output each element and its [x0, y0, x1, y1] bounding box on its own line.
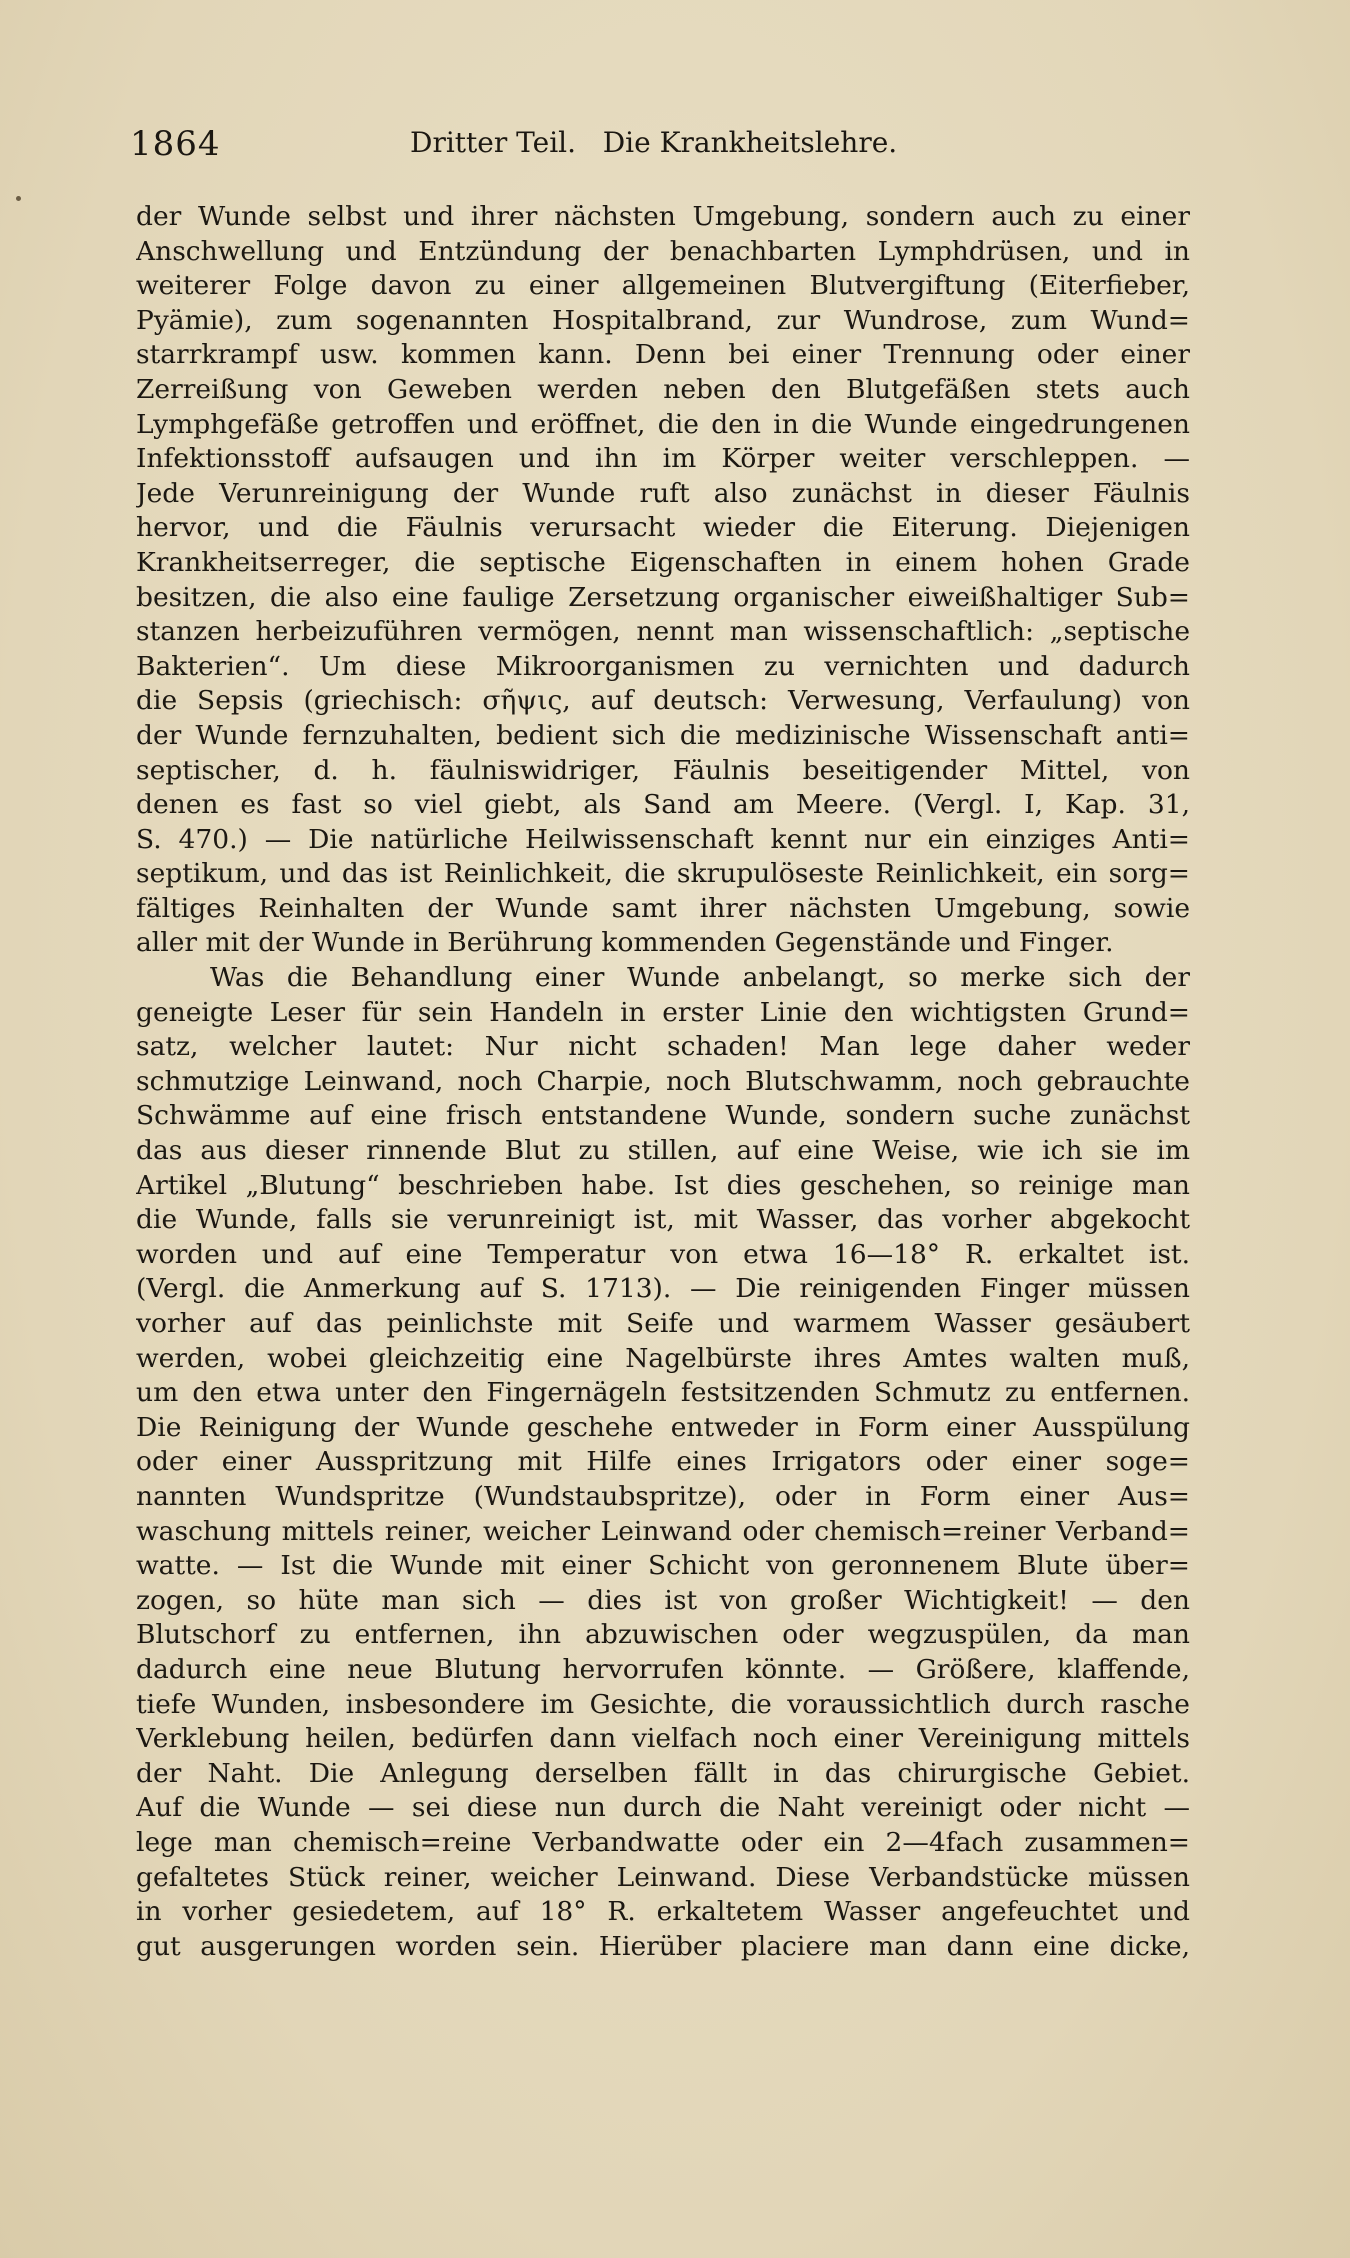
text-line: (Vergl. die Anmerkung auf S. 1713). — Die reinigenden Finger müssen — [136, 1273, 1190, 1305]
text-line: Lymphgefäße getroffen und eröffnet, die den in die Wunde eingedrungenen — [136, 408, 1190, 440]
text-line: hervor, und die Fäulnis verursacht wieder die Eiterung. Diejenigen — [136, 512, 1190, 544]
text-line: septikum, und das ist Reinlichkeit, die skrupulöseste Reinlichkeit, ein sorg= — [136, 858, 1190, 890]
running-head: Dritter Teil. Die Krankheitslehre. — [410, 126, 898, 159]
text-line: tiefe Wunden, insbesondere im Gesichte, die voraussichtlich durch rasche — [136, 1688, 1190, 1720]
text-line: Bakterien“. Um diese Mikroorganismen zu vernichten und dadurch — [136, 650, 1190, 682]
text-line: Was die Behandlung einer Wunde anbelangt, so merke sich der — [210, 962, 1190, 994]
text-line: oder einer Ausspritzung mit Hilfe eines Irrigators oder einer soge= — [136, 1446, 1190, 1478]
text-line: septischer, d. h. fäulniswidriger, Fäulnis beseitigender Mittel, von — [136, 754, 1190, 786]
page-number: 1864 — [130, 124, 221, 164]
text-line: Infektionsstoff aufsaugen und ihn im Körper weiter verschleppen. — — [136, 443, 1190, 475]
text-line: lege man chemisch=reine Verbandwatte oder ein 2—4fach zusammen= — [136, 1826, 1190, 1858]
text-line: vorher auf das peinlichste mit Seife und warmem Wasser gesäubert — [136, 1308, 1190, 1339]
text-line: aller mit der Wunde in Berührung kommenden Gegenstände und Finger. — [136, 927, 1114, 959]
text-line: Blutschorf zu entfernen, ihn abzuwischen oder wegzuspülen, da man — [136, 1619, 1190, 1651]
text-line: gefaltetes Stück reiner, weicher Leinwand. Diese Verbandstücke müssen — [136, 1861, 1190, 1893]
text-line: S. 470.) — Die natürliche Heilwissenschaft kennt nur ein einziges Anti= — [136, 823, 1190, 855]
text-line: zogen, so hüte man sich — dies ist von großer Wichtigkeit! — den — [136, 1584, 1190, 1616]
text-line: Auf die Wunde — sei diese nun durch die Naht vereinigt oder nicht — — [136, 1792, 1190, 1824]
text-line: worden und auf eine Temperatur von etwa 16—18° R. erkaltet ist. — [136, 1238, 1190, 1270]
page-header — [130, 124, 1190, 174]
text-line: werden, wobei gleichzeitig eine Nagelbürste ihres Amtes walten muß, — [136, 1342, 1190, 1374]
text-line: waschung mittels reiner, weicher Leinwand oder chemisch=reiner Verband= — [136, 1515, 1190, 1547]
text-line: die Sepsis (griechisch: σῆψις, auf deutsch: Verwesung, Verfaulung) von — [136, 685, 1190, 717]
text-line: Jede Verunreinigung der Wunde ruft also zunächst in dieser Fäulnis — [136, 477, 1190, 509]
text-line: das aus dieser rinnende Blut zu stillen, auf eine Weise, wie ich sie im — [136, 1135, 1190, 1167]
text-line: fältiges Reinhalten der Wunde samt ihrer nächsten Umgebung, sowie — [136, 892, 1190, 924]
text-line: Anschwellung und Entzündung der benachbarten Lymphdrüsen, und in — [136, 235, 1190, 267]
text-line: geneigte Leser für sein Handeln in erster Linie den wichtigsten Grund= — [136, 996, 1190, 1028]
text-line: gut ausgerungen worden sein. Hierüber placiere man dann eine dicke, — [136, 1930, 1190, 1962]
text-line: der Wunde selbst und ihrer nächsten Umgebung, sondern auch zu einer — [136, 201, 1190, 232]
text-line: die Wunde, falls sie verunreinigt ist, mit Wasser, das vorher abgekocht — [136, 1204, 1190, 1236]
text-line: Artikel „Blutung“ beschrieben habe. Ist dies geschehen, so reinige man — [136, 1169, 1190, 1201]
text-line: nannten Wundspritze (Wundstaubspritze), oder in Form einer Aus= — [136, 1480, 1190, 1512]
text-line: watte. — Ist die Wunde mit einer Schicht von geronnenem Blute über= — [136, 1550, 1190, 1582]
text-line: Zerreißung von Geweben werden neben den Blutgefäßen stets auch — [136, 373, 1190, 405]
text-line: dadurch eine neue Blutung hervorrufen könnte. — Größere, klaffende, — [136, 1653, 1190, 1685]
text-line: um den etwa unter den Fingernägeln festsitzenden Schmutz zu entfernen. — [136, 1377, 1190, 1409]
ink-speck — [16, 196, 21, 201]
text-line: Krankheitserreger, die septische Eigenschaften in einem hohen Grade — [136, 546, 1190, 578]
body-text — [136, 200, 1190, 1964]
text-line: starrkrampf usw. kommen kann. Denn bei einer Trennung oder einer — [136, 339, 1190, 371]
text-line: Die Reinigung der Wunde geschehe entweder in Form einer Ausspülung — [136, 1411, 1190, 1443]
text-line: stanzen herbeizuführen vermögen, nennt man wissenschaftlich: „septische — [136, 616, 1190, 648]
text-line: Pyämie), zum sogenannten Hospitalbrand, zur Wundrose, zum Wund= — [136, 304, 1190, 336]
text-line: besitzen, die also eine faulige Zersetzung organischer eiweißhaltiger Sub= — [136, 581, 1190, 613]
text-line: satz, welcher lautet: Nur nicht schaden! Man lege daher weder — [136, 1031, 1190, 1063]
text-line: der Naht. Die Anlegung derselben fällt in das chirurgische Gebiet. — [136, 1757, 1190, 1789]
text-line: schmutzige Leinwand, noch Charpie, noch Blutschwamm, noch gebrauchte — [136, 1065, 1190, 1097]
text-line: denen es fast so viel giebt, als Sand am Meere. (Vergl. I, Kap. 31, — [136, 789, 1190, 821]
text-line: der Wunde fernzuhalten, bedient sich die medizinische Wissenschaft anti= — [136, 719, 1190, 751]
text-line: in vorher gesiedetem, auf 18° R. erkaltetem Wasser angefeuchtet und — [136, 1896, 1190, 1928]
text-line: Schwämme auf eine frisch entstandene Wunde, sondern suche zunächst — [136, 1100, 1190, 1132]
text-line: weiterer Folge davon zu einer allgemeinen Blutvergiftung (Eiterfieber, — [136, 270, 1190, 302]
text-line: Verklebung heilen, bedürfen dann vielfach noch einer Vereinigung mittels — [136, 1723, 1190, 1755]
